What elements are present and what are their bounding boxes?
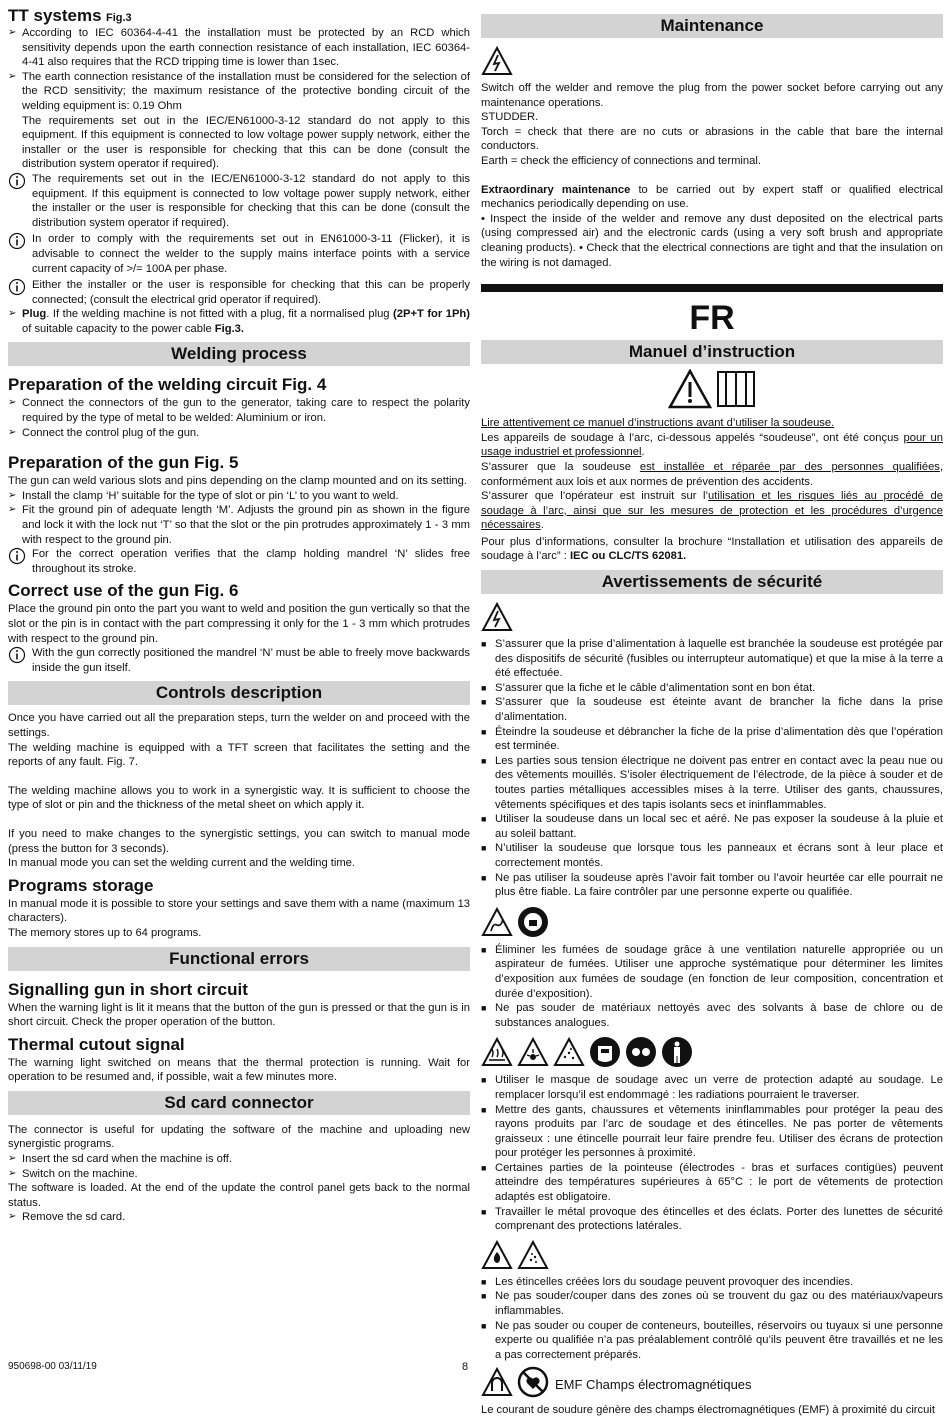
controls-text-4: If you need to make changes to the synergistic settings, you can switch to manual mode (press the button for 3 seconds). [8, 827, 470, 855]
info-note: Either the installer or the user is responsible for checking that this can be properly connected; (consult the electrical grid operator if required). [8, 278, 470, 307]
section-band-sd: Sd card connector [8, 1091, 470, 1115]
left-column [8, 0, 470, 1225]
info-icon [8, 646, 32, 675]
plug-item: ➢ Plug. If the welding machine is not fitted with a plug, fit a normalised plug (2P+T for 1Ph) of suitable capacity to the power cable Fig.3. [8, 308, 470, 335]
info-note: With the gun correctly positioned the mandrel ‘N’ must be able to freely move backwards inside the gun itself. [8, 646, 470, 675]
controls-text-2: The welding machine is equipped with a TFT screen that facilitates the setting and the reports of any fault. Fig. 7. [8, 741, 470, 769]
list-item: ➢ Connect the control plug of the gun. [8, 426, 200, 439]
list-item: ■ Mettre des gants, chaussures et vêtements ininflammables pour protéger la peau des rayons produits par l’arc de soudage et des étincelles. Ne pas porter de vêtements graisseux : une étincelle pourrait leur faire prendre feu. Utiliser des écrans de protection pour protéger les personnes à proximité. [481, 1103, 943, 1160]
short-circuit-title: Signalling gun in short circuit [8, 979, 248, 999]
no-pacemaker-icon [517, 1366, 549, 1403]
programs-text-1: In manual mode it is possible to store your settings and save them with a name (maximum 13 characters). [8, 897, 471, 925]
explosion-hazard-icon [517, 1240, 549, 1275]
safety-list-fumes [481, 943, 943, 1031]
manuel-text-3: S’assurer que la soudeuse est installée et réparée par des personnes qualifiées, conformément aux lois et aux normes de prévention des accidents. [481, 460, 943, 488]
hot-surface-icon [481, 1037, 513, 1072]
manuel-text-4: S’assurer que l’opérateur est instruit sur l’utilisation et les risques liés au procédé de soudage à l’arc, ainsi que sur les mesures de protection et les procédures d’urgence nécessaires. [481, 490, 943, 532]
list-item: ■ Ne pas utiliser la soudeuse après l’avoir fait tomber ou l’avoir heurtée car elle pourrait ne plus être fiable. La faire contrôler par une personne experte ou qualifiée. [481, 871, 943, 899]
divider [481, 284, 943, 292]
list-item: ■ Travailler le métal provoque des étincelles et des éclats. Porter des lunettes de sécurité comprenant des protections latérales. [481, 1205, 943, 1233]
list-item: ■ Certaines parties de la pointeuse (électrodes - bras et surfaces contigües) peuvent atteindre des températures supérieures à 65°C : le port de vêtements de protection adaptés est obligatoire. [481, 1161, 943, 1204]
list-item: ■ Les étincelles créées lors du soudage peuvent provoquer des incendies. [481, 1275, 854, 1288]
extra-maint-text-2: • Inspect the inside of the welder and remove any dust deposited on the electrical parts (using compressed air) and the electronic cards (using a very soft brush and appropriate cleaning products). • Check that the electrical connections are tight and that the insulation on the wiring is not damaged. [481, 212, 943, 269]
fire-icons [481, 1240, 943, 1275]
sparks-hazard-icon [553, 1037, 585, 1072]
sd-text-1: The connector is useful for updating the software of the machine and uploading new synergistic programs. [8, 1123, 470, 1151]
correct-use-title: Correct use of the gun Fig. 6 [8, 581, 239, 601]
list-item: ■ N’utiliser la soudeuse que lorsque tous les panneaux et écrans sont à leur place et correctement montés. [481, 842, 943, 869]
warning-icon [668, 369, 712, 414]
fumes-hazard-icon [481, 907, 513, 942]
programs-text-2: The memory stores up to 64 programs. [8, 926, 202, 939]
list-item: ■ S’assurer que la fiche et le câble d’alimentation sont en bon état. [481, 681, 816, 694]
list-item: ➢ Fit the ground pin of adequate length ‘M’. Adjusts the ground pin as shown in the figure and lock it with the lock nut ‘T’ so that the slot or the pin protrudes approximately 1 - 3 mm with respect to the ground pin. [8, 504, 470, 546]
maint-text-3: Torch = check that there are no cuts or abrasions in the cable that bare the internal conductors. [481, 125, 943, 153]
emf-text: Le courant de soudure génère des champs électromagnétiques (EMF) à proximité du circuit [481, 1404, 935, 1417]
list-item: ■ Éteindre la soudeuse et débrancher la fiche de la prise d’alimentation dès que l’opération est terminée. [481, 725, 943, 753]
safety-list-ppe [481, 1073, 943, 1234]
prep-gun-title: Preparation of the gun Fig. 5 [8, 453, 239, 473]
page-number: 8 [462, 1361, 469, 1373]
emf-row [481, 1366, 943, 1403]
info-icon [8, 172, 32, 230]
manuel-text-1: Lire attentivement ce manuel d’instructions avant d’utiliser la soudeuse. [481, 417, 835, 430]
list-item: ➢ The earth connection resistance of the installation must be considered for the selection of the RCD sensitivity; the maximum resistance of the protective bonding circuit of the welding equipment is: 0.19 Ohm The requirements set out in the IEC/EN61000-3-12 standard do not apply to this equipment. If this equipment is connected to low voltage power supply network, either the installer or the user is responsible for checking that this can be done (consult the distribution system operator if required). [8, 70, 470, 171]
protective-clothing-icon [661, 1036, 693, 1073]
list-item: ➢ According to IEC 60364-4-41 the installation must be protected by an RCD which sensitivity depends upon the earth connection resistance of each installation, IEC 60364-4-41 also requires that the RCD tripping time is lower than 1sec. [8, 27, 470, 69]
section-band-maintenance: Maintenance [481, 14, 943, 38]
section-band-welding: Welding process [8, 342, 470, 366]
info-note: For the correct operation verifies that the clamp holding mandrel ‘N’ slides free throughout its stroke. [8, 547, 470, 576]
welding-mask-icon [589, 1036, 621, 1073]
list-item: ■ Ne pas souder ou couper de conteneurs, bouteilles, réservoirs ou tuyaux si une personne experte ou qualifiée n’a pas préalablement contrôlé qu’ils peuvent être travaillés et ne les a pas correctement préparés. [481, 1319, 943, 1361]
info-icon [8, 232, 32, 276]
extra-maint-text: Extraordinary maintenance to be carried out by expert staff or qualified electrical mechanics periodically depending on use. [481, 183, 943, 211]
list-item: ■ S’assurer que la prise d’alimentation à laquelle est branchée la soudeuse est protégée par des dispositifs de sécurité (fusibles ou interrupteur automatique) et que la mise à la terre a été effectuée. [481, 638, 943, 680]
prep-circuit-title: Preparation of the welding circuit Fig. 4 [8, 375, 327, 395]
info-icon [8, 547, 32, 576]
list-item: ■ Ne pas souder/couper dans des zones où se trouvent du gaz ou des matériaux/vapeurs inflammables. [481, 1290, 943, 1318]
list-item: ■ Utiliser le masque de soudage avec un verre de protection adapté au soudage. Le remplacer lorsqu’il est endommagé : les radiations pourraient le traverser. [481, 1074, 943, 1101]
controls-text-1: Once you have carried out all the preparation steps, turn the welder on and proceed with the settings. [8, 712, 470, 739]
list-item: ■ Les parties sous tension électrique ne doivent pas entrer en contact avec la peau nue ou des vêtements mouillés. S’isoler électriquement de l’électrode, de la pièce à souder et de toutes parties métalliques accessibles mises à la terre. Utiliser des gants, chaussures, vêtements spécifiques et des tapis isolants secs et ininflammables. [481, 754, 943, 811]
info-icon [8, 278, 32, 307]
list-item: ➢ Remove the sd card. [8, 1211, 126, 1224]
maint-text-1: Switch off the welder and remove the plug from the power socket before carrying out any maintenance operations. [481, 82, 943, 109]
right-column [481, 0, 943, 1418]
emf-label: EMF Champs électromagnétiques [555, 1377, 752, 1393]
manuel-text-5: Pour plus d’informations, consulter la brochure “Installation et utilisation des appareils de soudage à l’arc” : IEC ou CLC/TS 62081. [481, 535, 943, 563]
tt-systems-heading: TT systems Fig.3 [8, 6, 132, 25]
list-item: ■ S’assurer que la soudeuse est éteinte avant de brancher la fiche dans la prise d’alimentation. [481, 696, 943, 724]
safety-list-electric [481, 637, 943, 900]
goggles-icon [625, 1036, 657, 1073]
short-circuit-text: When the warning light is lit it means that the button of the gun is pressed or that the gun is in short circuit. Check the proper operation of the button. [8, 1001, 470, 1029]
programs-title: Programs storage [8, 875, 154, 895]
electric-hazard-icon [481, 46, 943, 81]
section-band-controls: Controls description [8, 681, 470, 705]
thermal-text: The warning light switched on means that the thermal protection is running. Wait for operation to be resumed and, if possible, wait a few minutes more. [8, 1056, 470, 1084]
magnetic-field-icon [481, 1367, 513, 1402]
list-item: ➢ Connect the connectors of the gun to the generator, taking care to respect the polarity required by the type of metal to be welded: Aluminium or iron. [8, 397, 470, 425]
document-code: 950698-00 03/11/19 [8, 1361, 97, 1372]
section-band-manuel: Manuel d’instruction [481, 340, 943, 364]
section-band-avertissements: Avertissements de sécurité [481, 570, 943, 594]
radiation-hazard-icon [517, 1037, 549, 1072]
list-item: ■ Utiliser la soudeuse dans un local sec et aéré. Ne pas exposer la soudeuse à la pluie et au soleil battant. [481, 813, 943, 840]
manual-book-icon [716, 369, 756, 414]
list-item: ➢ Install the clamp ‘H’ suitable for the type of slot or pin ‘L’ to you want to weld. [8, 489, 399, 502]
electric-hazard-icon [481, 602, 943, 637]
manual-icons [481, 370, 943, 412]
info-note: In order to comply with the requirements set out in EN61000-3-11 (Flicker), it is advisable to connect the welder to the supply mains interface points with a service current capacity of >/= 100A per phase. [8, 232, 470, 276]
maint-text-2: STUDDER. [481, 111, 539, 124]
manuel-text-2: Les appareils de soudage à l’arc, ci-dessous appelés “soudeuse”, ont été conçus pour un usage industriel et professionnel. [481, 431, 943, 459]
list-item: ■ Éliminer les fumées de soudage grâce à une ventilation naturelle appropriée ou un aspirateur de fumées. Utiliser une approche systématique pour déterminer les limites d’exposition aux fumées de soudage (en fonction de leur composition, concentration et durée d’exposition). [481, 943, 943, 1000]
sd-text-2: The software is loaded. At the end of the update the control panel gets back to the normal status. [8, 1182, 470, 1209]
fumes-icons [481, 906, 943, 943]
list-item: ■ Ne pas souder de matériaux nettoyés avec des solvants à base de chlore ou de substances analogues. [481, 1002, 943, 1029]
prep-gun-text: The gun can weld various slots and pins depending on the clamp mounted and on its setting. [8, 475, 467, 488]
info-note: The requirements set out in the IEC/EN61000-3-12 standard do not apply to this equipment. If this equipment is connected to low voltage power supply network, either the installer or the user is responsible for checking that this can be done (consult the distribution system operator if required). [8, 172, 470, 230]
ppe-icons [481, 1036, 943, 1073]
respirator-icon [517, 906, 549, 943]
maint-text-4: Earth = check the efficiency of connections and terminal. [481, 154, 761, 167]
section-band-errors: Functional errors [8, 947, 470, 971]
language-code: FR [689, 299, 735, 338]
controls-text-3: The welding machine allows you to work in a synergistic way. It is sufficient to choose the type of slot or pin and the thickness of the metal sheet on which apply it. [8, 784, 470, 812]
thermal-title: Thermal cutout signal [8, 1034, 185, 1054]
list-item: ➢ Switch on the machine. [8, 1167, 138, 1180]
correct-use-text: Place the ground pin onto the part you want to weld and position the gun vertically so that the slot or the pin is in contact with the part compressing it only for the 1 - 3 mm which protrudes with respect to the ground pin. [8, 603, 470, 645]
safety-list-fire [481, 1275, 943, 1363]
fire-hazard-icon [481, 1240, 513, 1275]
controls-text-5: In manual mode you can set the welding current and the welding time. [8, 857, 356, 870]
list-item: ➢ Insert the sd card when the machine is off. [8, 1153, 232, 1166]
